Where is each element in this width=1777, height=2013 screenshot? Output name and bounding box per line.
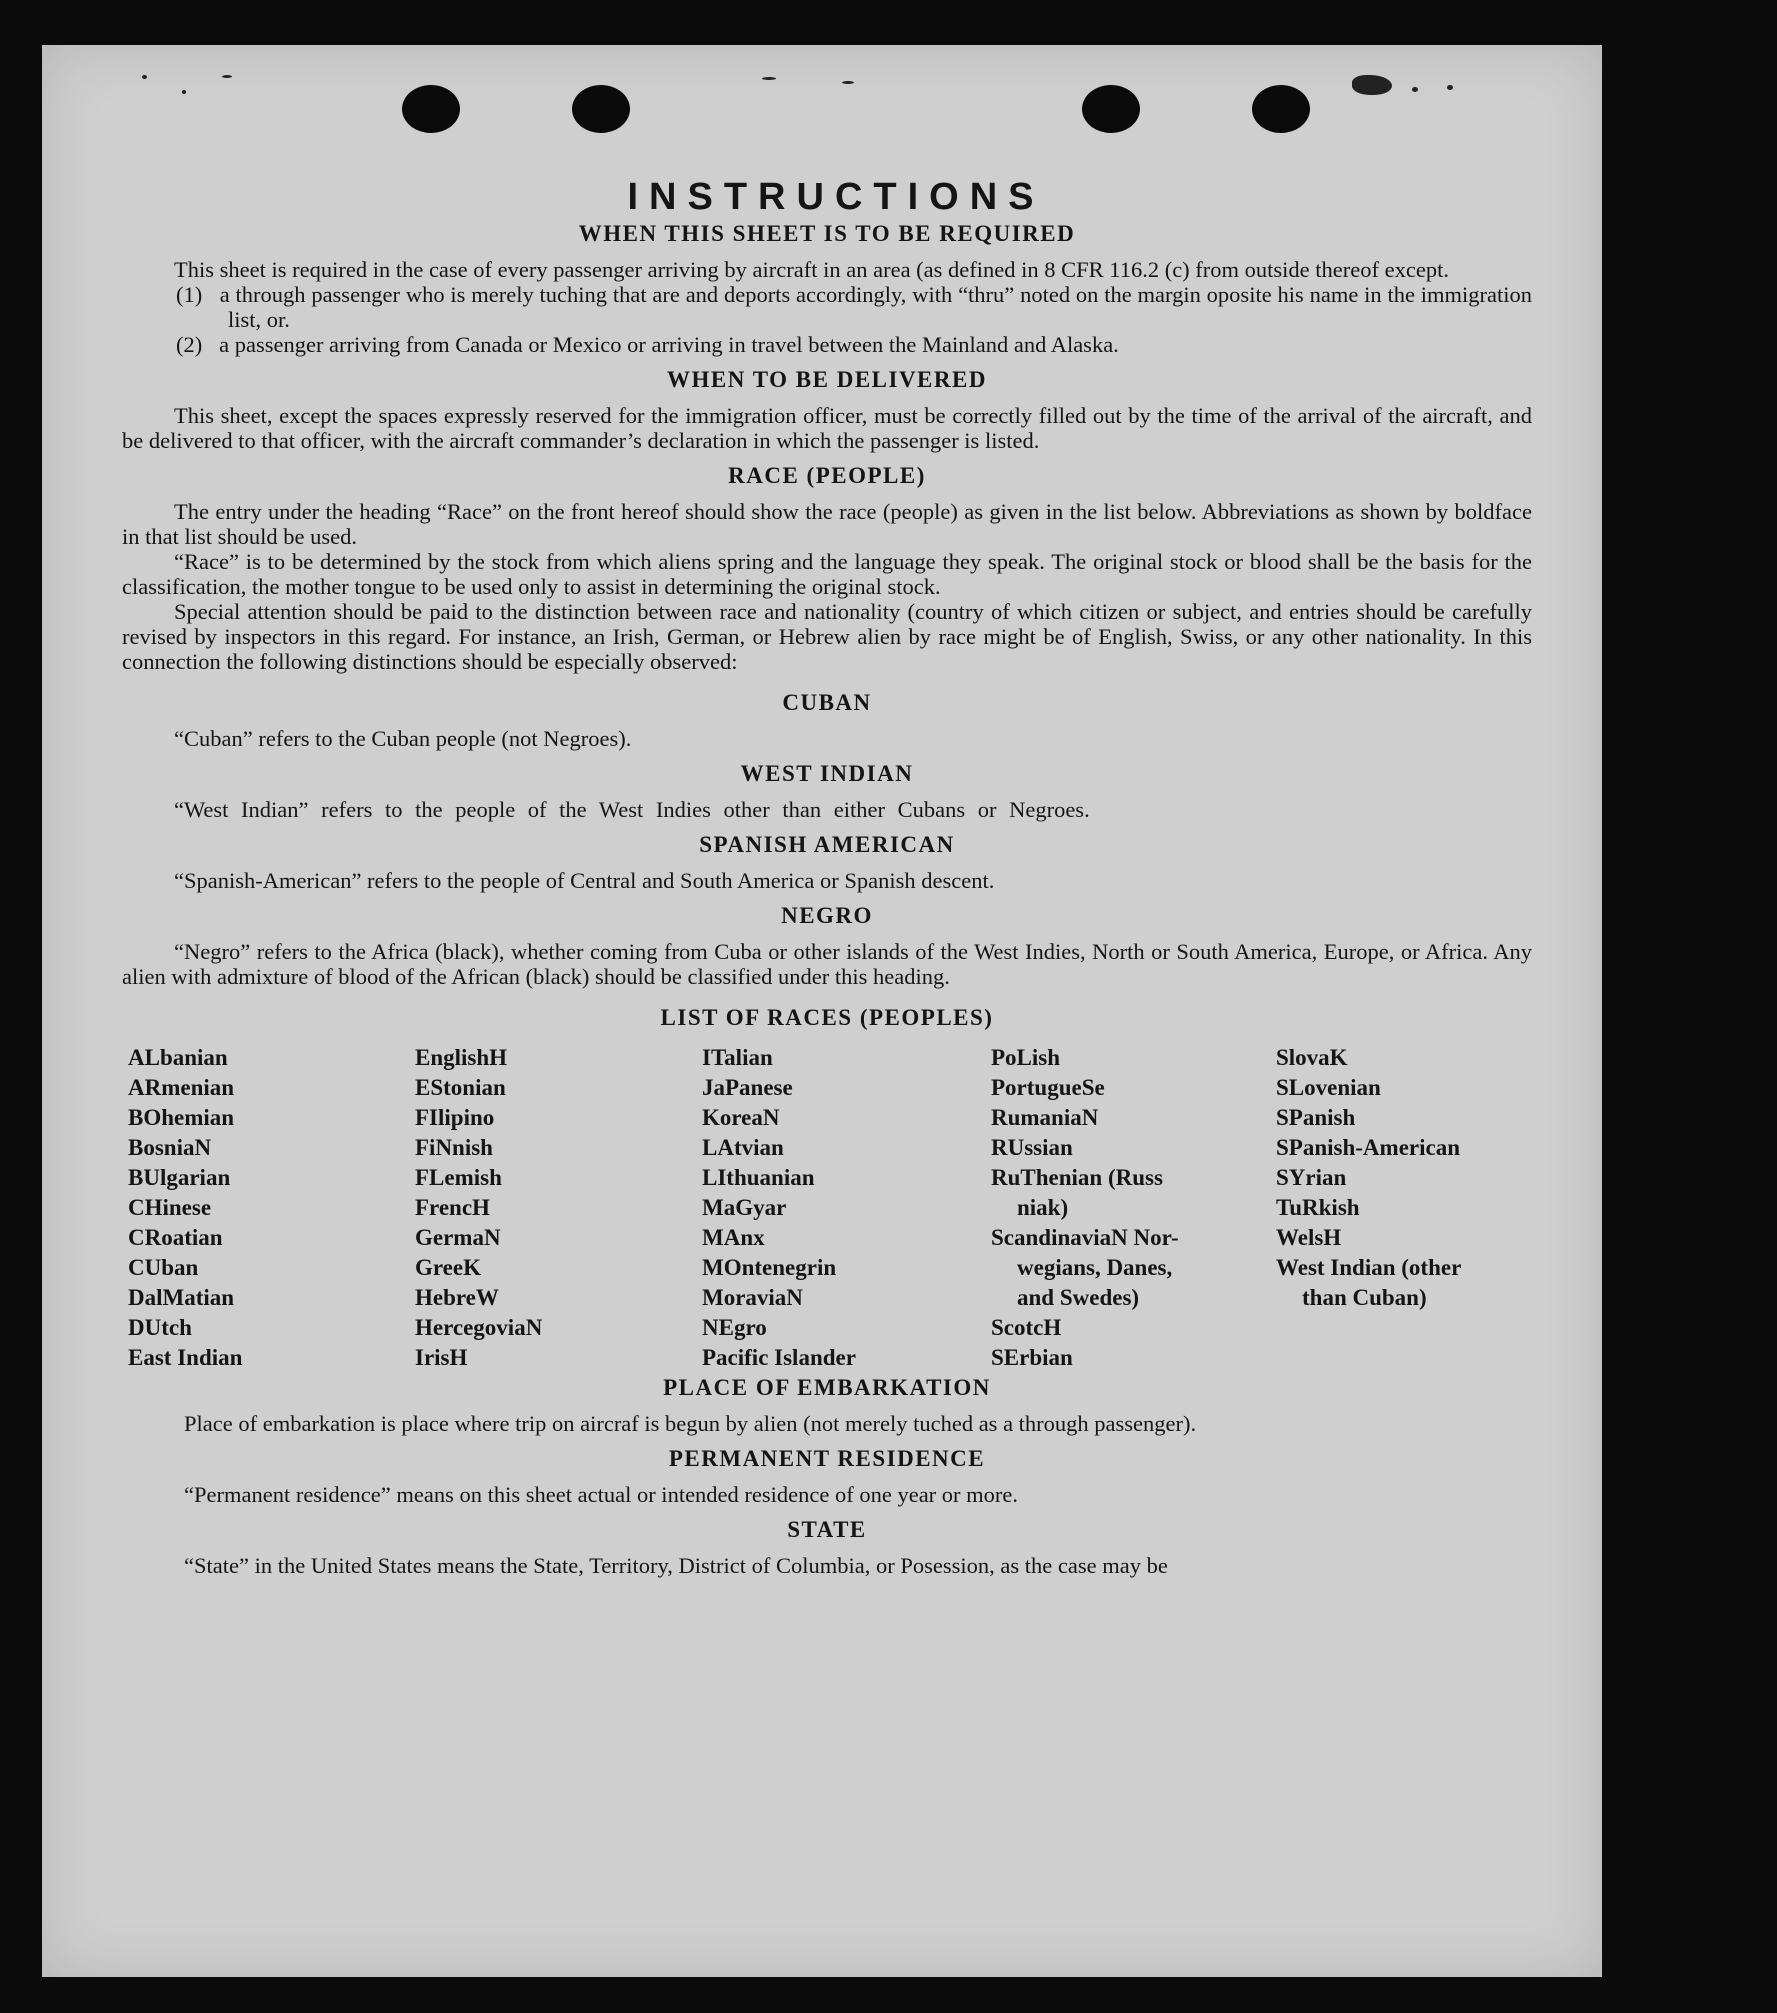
race-entry: East Indian <box>128 1345 243 1370</box>
race-entry: CHinese <box>128 1195 212 1220</box>
heading-spanish-american: SPANISH AMERICAN <box>699 832 955 857</box>
race-entry: GermaN <box>415 1225 501 1250</box>
heading-negro: NEGRO <box>781 903 873 928</box>
heading-required: WHEN THIS SHEET IS TO BE REQUIRED <box>578 221 1076 246</box>
races-column-4 <box>985 1043 1270 1373</box>
race-entry: LIthuanian <box>702 1165 815 1190</box>
heading-cuban: CUBAN <box>782 690 872 715</box>
race-entry-line: TuRkish <box>1276 1195 1360 1220</box>
race-entry: DUtch <box>128 1315 192 1340</box>
required-item-1: (1) a through passenger who is merely tuching that are and deports accordingly, with “thru” noted on the margin oposite his name in the immigration list, or. <box>176 282 1532 332</box>
race-entry: FIlipino <box>415 1105 495 1130</box>
race-entry-line: RumaniaN <box>991 1105 1099 1130</box>
heading-race: RACE (PEOPLE) <box>728 463 926 488</box>
speck <box>1447 85 1453 90</box>
race-entry <box>985 1133 1270 1163</box>
race-entry-line: RUssian <box>991 1135 1073 1160</box>
race-entry <box>985 1223 1270 1313</box>
speck <box>222 75 232 78</box>
race-entry-line: SPanish <box>1276 1105 1356 1130</box>
race-entry: EnglishH <box>415 1045 508 1070</box>
page-title: INSTRUCTIONS <box>627 176 1045 218</box>
race-entry-line: and Swedes) <box>1017 1285 1140 1310</box>
heading-embarkation: PLACE OF EMBARKATION <box>663 1375 991 1400</box>
heading-west-indian: WEST INDIAN <box>740 761 914 786</box>
race-entry <box>985 1073 1270 1103</box>
race-entry-line: ScandinaviaN Nor- <box>991 1225 1179 1250</box>
race-entry: LAtvian <box>702 1135 784 1160</box>
heading-permanent-residence: PERMANENT RESIDENCE <box>668 1446 986 1471</box>
race-entry: FrencH <box>415 1195 490 1220</box>
race-entry-line: RuThenian (Russ <box>991 1165 1163 1190</box>
race-entry: MAnx <box>702 1225 765 1250</box>
speck <box>1412 87 1418 92</box>
race-entry: BOhemian <box>128 1105 235 1130</box>
required-item-2: (2) a passenger arriving from Canada or Mexico or arriving in travel between the Mainland and Alaska. <box>176 332 1119 357</box>
heading-delivered: WHEN TO BE DELIVERED <box>667 367 987 392</box>
race-entry <box>985 1103 1270 1133</box>
race-entry-line: wegians, Danes, <box>1017 1255 1173 1280</box>
document-page <box>42 45 1602 1977</box>
race-entry <box>985 1043 1270 1073</box>
race-entry: BosniaN <box>128 1135 212 1160</box>
speck <box>842 81 854 84</box>
race-entry-line: niak) <box>1017 1195 1069 1220</box>
race-entry <box>1270 1163 1532 1193</box>
race-entry <box>1270 1193 1532 1223</box>
race-entry-line: SlovaK <box>1276 1045 1348 1070</box>
races-list <box>122 1043 1532 1373</box>
speck <box>762 77 776 80</box>
race-entry-line: SErbian <box>991 1345 1073 1370</box>
instructions-content <box>122 175 1532 1578</box>
race-entry-line: PoLish <box>991 1045 1061 1070</box>
race-paragraph-3: Special attention should be paid to the distinction between race and nationality (country of which citizen or subject, and entries should be carefully revised by inspectors in this regard. For instance, an Irish, German, or Hebrew alien by race might be of English, Swiss, or any other nationality. In this connection the following distinctions should be especially observed: <box>122 599 1532 674</box>
race-entry <box>985 1313 1270 1343</box>
cuban-text: “Cuban” refers to the Cuban people (not Negroes). <box>174 726 632 751</box>
race-entry: IrisH <box>415 1345 468 1370</box>
race-entry <box>985 1343 1270 1373</box>
race-entry: EStonian <box>415 1075 506 1100</box>
race-entry-line: ScotcH <box>991 1315 1062 1340</box>
west-indian-text: “West Indian” refers to the people of the West Indies other than either Cubans or Negroes. <box>174 797 1090 822</box>
heading-list-of-races: LIST OF RACES (PEOPLES) <box>660 1005 994 1030</box>
race-entry: ARmenian <box>128 1075 235 1100</box>
race-entry-line: SYrian <box>1276 1165 1347 1190</box>
race-entry <box>1270 1133 1532 1163</box>
embarkation-text: Place of embarkation is place where trip on aircraf is begun by alien (not merely tuched as a through passenger). <box>184 1411 1197 1436</box>
race-entry: MaGyar <box>702 1195 787 1220</box>
race-entry: NEgro <box>702 1315 767 1340</box>
state-text: “State” in the United States means the State, Territory, District of Columbia, or Posession, as the case may be <box>184 1553 1168 1578</box>
ink-blot <box>1352 75 1392 95</box>
race-entry-line: SPanish-American <box>1276 1135 1460 1160</box>
race-entry: JaPanese <box>702 1075 793 1100</box>
race-entry: ITalian <box>702 1045 773 1070</box>
speck <box>182 90 186 94</box>
race-entry: KoreaN <box>702 1105 780 1130</box>
race-entry: CRoatian <box>128 1225 223 1250</box>
punch-hole <box>572 85 630 133</box>
race-paragraph-2: “Race” is to be determined by the stock from which aliens spring and the language they speak. The original stock or blood shall be the basis for the classification, the mother tongue to be used only to assist in determining the original stock. <box>122 549 1532 599</box>
race-entry: Pacific Islander <box>702 1345 856 1370</box>
punch-hole <box>402 85 460 133</box>
race-entry-line: SLovenian <box>1276 1075 1381 1100</box>
negro-text: “Negro” refers to the Africa (black), whether coming from Cuba or other islands of the West Indies, North or South America, Europe, or Africa. Any alien with admixture of blood of the African (black) should be classified under this heading. <box>122 939 1532 989</box>
race-entry: DalMatian <box>128 1285 235 1310</box>
speck <box>142 75 147 79</box>
race-entry: HercegoviaN <box>415 1315 543 1340</box>
race-entry <box>1270 1223 1532 1253</box>
race-entry <box>1270 1253 1532 1313</box>
race-entry-line: WelsH <box>1276 1225 1342 1250</box>
punch-hole <box>1252 85 1310 133</box>
races-column-3 <box>696 1043 985 1373</box>
delivered-text: This sheet, except the spaces expressly reserved for the immigration officer, must be correctly filled out by the time of the arrival of the aircraft, and be delivered to that officer, with the aircraft commander’s declaration in which the passenger is listed. <box>122 403 1532 453</box>
race-entry: BUlgarian <box>128 1165 231 1190</box>
race-entry-line: West Indian (other <box>1276 1255 1462 1280</box>
race-entry: HebreW <box>415 1285 499 1310</box>
race-entry: MoraviaN <box>702 1285 803 1310</box>
heading-state: STATE <box>787 1517 867 1542</box>
required-intro: This sheet is required in the case of every passenger arriving by aircraft in an area (as defined in 8 CFR 116.2 (c) from outside thereof except. <box>174 257 1449 282</box>
race-entry <box>1270 1103 1532 1133</box>
races-column-1 <box>122 1043 409 1373</box>
race-entry: CUban <box>128 1255 199 1280</box>
race-entry <box>985 1163 1270 1223</box>
race-entry: FLemish <box>415 1165 502 1190</box>
residence-text: “Permanent residence” means on this sheet actual or intended residence of one year or more. <box>184 1482 1019 1507</box>
race-entry: MOntenegrin <box>702 1255 837 1280</box>
race-entry <box>1270 1043 1532 1073</box>
race-entry-line: PortugueSe <box>991 1075 1105 1100</box>
races-column-2 <box>409 1043 696 1373</box>
race-entry <box>1270 1073 1532 1103</box>
race-entry: FiNnish <box>415 1135 493 1160</box>
race-entry: ALbanian <box>128 1045 228 1070</box>
races-column-5 <box>1270 1043 1532 1373</box>
punch-hole <box>1082 85 1140 133</box>
race-paragraph-1: The entry under the heading “Race” on the front hereof should show the race (people) as given in the list below. Abbreviations as shown by boldface in that list should be used. <box>122 499 1532 549</box>
spanish-american-text: “Spanish-American” refers to the people of Central and South America or Spanish descent. <box>174 868 995 893</box>
race-entry: GreeK <box>415 1255 481 1280</box>
race-entry-line: than Cuban) <box>1302 1285 1427 1310</box>
